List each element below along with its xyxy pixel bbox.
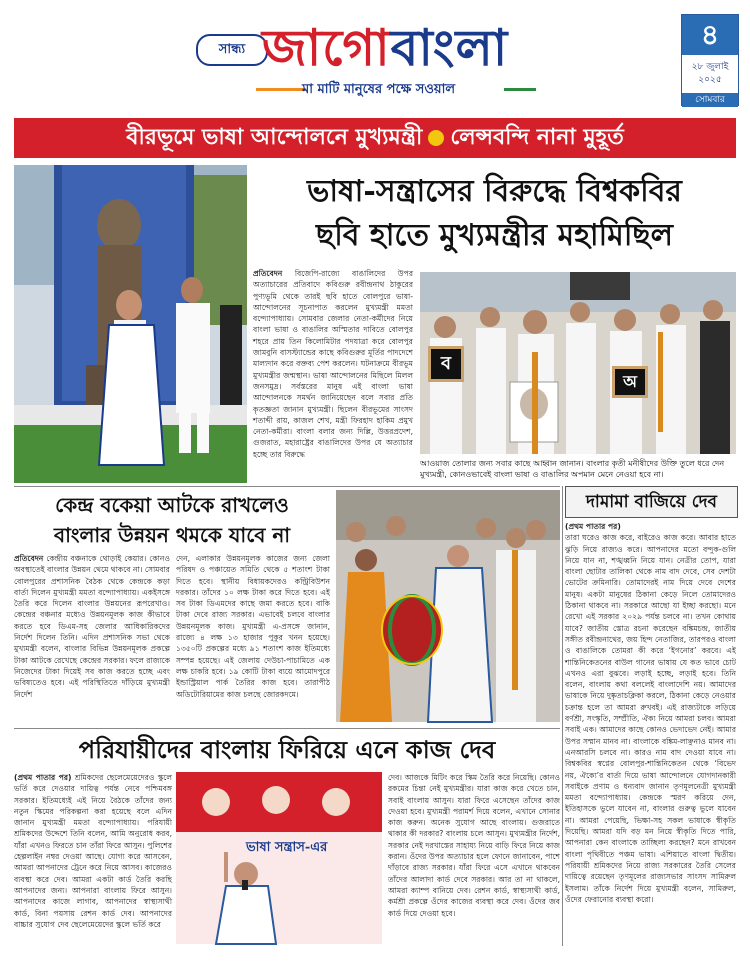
story4-body-col1-text: শ্রমিকদের ছেলেমেয়েদেরও স্কুলে ভর্তি করে দেওয়ার দায়িত্ব পর্যন্ত নেবে পশ্চিমবঙ্গ সরকার। ইতিমধ্যেই এই নিয়ে বৈঠকে তাঁদের জন্য নতুন স্কিমের পরিকল্পনা করা হয়েছে বলে এদিন জানান মুখ্যমন্ত্রী মমতা বন্দ্যোপাধ্যায়। পরিযায়ী শ্রমিকদের উদ্দেশে তিনি বলেন, আমি অনুরোধ করব, যাঁরা এখনও ফিরতে চান তাঁরা ফিরে আসুন। পুলিশের হেল্পলাইন নম্বর দেওয়া আছে। যোগ্য করে আসবেন, আমরা আপনাদের ট্রেনে করে নিয়ে আসব। কাজেরও ব্যবস্থা করে দেব। আমরা একটা কার্ড তৈরি করছি আপনাদের জন্য। আপনারা বাংলায় ফিরে আসুন। আপনাদের কাজে লাগাব, আপনাদের স্বাস্থ্যসাথী কার্ড, বিনা পয়সায় রেশন কার্ড দেব। আপনাদের বাচ্চার সুযোগ দেব ছেলেমেয়েদের স্কুলে ভর্তি করে	[14, 773, 172, 929]
rally-photo	[420, 272, 736, 454]
divider-story4-top	[14, 728, 560, 729]
issue-year: ২০২৫	[698, 75, 722, 85]
sign-letter-ba: ব	[428, 346, 464, 382]
story4-body-col3: দেব। আজকে মিটিং করে স্কিম তৈরি করে নিয়েছি। কোনও রকমের চিন্তা নেই মুখ্যমন্ত্রীর। যারা কাজ করে খেতে চান, সবাই বাংলায় আসুন। যারা ফিরে এসেছেন তাঁদের কাজ দেওয়া হবে। মুখ্যমন্ত্রী পরামর্শ দিয়ে বলেন, এখানে সোনার কাজ করুন। অনেক সুযোগ আছে বাংলায়। গুজরাতে থাকার কী দরকার? বাংলায় চলে আসুন। মুখ্যমন্ত্রীর নির্দেশ, সরকার নেই দরখাস্তের সাহায্য নিয়ে বাড়ি ফিরে নিয়ে কাজ করান। ওঁদের উপর অত্যাচার হলে ফোনে জানাবেন, পাশে দাঁড়াবে রাজ্য সরকার। যাঁরা ফিরে এসে এখানে থাকবেন তাঁদের আলাদা কার্ড দেবে সরকার। আর তা না থাকলে, আমরা ক্যাম্প বানিয়ে দেব। রেশন কার্ড, স্বাস্থ্যসাথী কার্ড, কর্মশ্রী প্রকল্পে ওঁদের কাজের ব্যবস্থা করে দেব। ওঁদের জব কার্ড দিয়ে দেওয়া হবে।	[388, 773, 560, 918]
masthead	[0, 0, 750, 110]
banner-left-text: বীরভূমে ভাষা আন্দোলনে মুখ্যমন্ত্রী	[126, 125, 423, 150]
title-part-bangla: বাংলা	[390, 18, 509, 77]
story2-lead: প্রতিবেদন	[14, 554, 44, 563]
banner-right-text: লেন্সবন্দি নানা মুহূর্ত	[450, 125, 624, 150]
date-box	[681, 14, 739, 106]
story4-continued: (প্রথম পাতার পর)	[14, 773, 72, 782]
issue-date: ২৮ জুলাই	[691, 62, 729, 72]
tagline-rule-right	[504, 88, 536, 91]
divider-story2-top	[14, 486, 560, 487]
page-number: ৪	[682, 15, 738, 55]
story4-body-col1	[14, 772, 172, 946]
story2-headline-line2: বাংলার উন্নয়ন থমকে যাবে না	[53, 523, 291, 547]
story1-lead: প্রতিবেদন	[253, 269, 283, 278]
banner-separator-dot	[428, 130, 444, 146]
story3-body	[565, 521, 736, 946]
issue-day: সোমবার	[682, 93, 738, 107]
drum-photo	[336, 490, 560, 722]
story1-caption: আওয়াজ তোলার জন্য সবার কাছে আহ্বান জানান। বাংলার কৃতী মনীষীদের উক্তি তুলে ধরে দেন মুখ্যমন্ত্রী, কোনওভাবেই বাংলা ভাষা ও বাঙালির অপমান মেনে নেওয়া হবে না।	[420, 459, 725, 479]
story1-headline-line2: ছবি হাতে মুখ্যমন্ত্রীর মহামিছিল	[316, 218, 673, 253]
story1-headline	[253, 170, 736, 258]
story2-headline-line1: কেন্দ্র বকেয়া আটকে রাখলেও	[55, 493, 289, 517]
story1-headline-line1: ভাষা-সন্ত্রাসের বিরুদ্ধে বিশ্বকবির	[307, 174, 682, 209]
story3-continued: (প্রথম পাতার পর)	[565, 522, 621, 531]
sign-letter-o: অ	[612, 366, 648, 398]
section-banner	[14, 118, 736, 158]
poster-text: ভাষা সন্ত্রাস-এর	[246, 840, 328, 855]
story2-headline	[14, 490, 330, 550]
speech-photo	[176, 772, 382, 944]
statue-photo	[14, 165, 247, 483]
tagline-rule-left	[256, 88, 306, 91]
story3-headline: দামামা বাজিয়ে দেব	[565, 486, 738, 518]
story2-body-col1	[14, 553, 170, 725]
story2-body-col2: দেন, এলাকার উন্নয়নমূলক কাজের জন্য জেলা পরিষদ ও পঞ্চায়েত সমিতি থেকে ৫ শতাংশ টাকা দিতে হবে। স্থানীয় বিধায়কদেরও কন্ট্রিবিউশন দরকার। তাঁদের ১০ লক্ষ টাকা করে দিতে হবে। এই সব টাকা ডিএমদের কাছে জমা করতে হবে। বাকি টাকা দেবে রাজ্য সরকার। এভাবেই চলবে বাংলার উন্নয়নমূলক কাজ। মুখ্যমন্ত্রী এ-প্রসঙ্গে জানান, রাজ্যে ৪ লক্ষ ১৩ হাজার পুকুর খনন হয়েছে। ১৩৫০টি প্রকল্পের মধ্যে ৯১ শতাংশ কাজ ইতিমধ্যে সম্পন্ন হয়েছে। এই জেলায় দেউচা-পাচামিতে এক লক্ষ চাকরি হবে। ১৯ কোটি টাকা ব্যয়ে আমোদপুরে ইন্ডাস্ট্রিয়াল পার্ক তৈরির কাজ হবে। তারাপীঠ অডিটোরিয়ামের কাজ চলছে জোরকদমে।	[176, 554, 330, 699]
story4-headline: পরিযায়ীদের বাংলায় ফিরিয়ে এনে কাজ দেব	[78, 735, 496, 764]
story2-body-col1-text: কেন্দ্রীয় বঞ্চনাকে থোড়াই কেয়ার। কোনও অবস্থাতেই বাংলার উন্নয়ন থেমে থাকবে না। সোমবার বোলপুরের প্রশাসনিক বৈঠক থেকে কেন্দ্রকে কড়া বার্তা দিলেন মুখ্যমন্ত্রী মমতা বন্দ্যোপাধ্যায়। একইসঙ্গে তৈরি করে দিলেন বাংলার উন্নয়নের রূপরেখাও। কেন্দ্রের বঞ্চনার মধ্যেও উন্নয়নমূলক কাজ কীভাবে করতে হবে ডিএম-সহ জেলার আধিকারিকদের নির্দেশ দিলেন তিনি। এদিন প্রশাসনিক সভা থেকে মুখ্যমন্ত্রী বলেন, বাংলার বিভিন্ন উন্নয়নমূলক প্রকল্পে টাকা আটকে রেখেছে কেন্দ্রের সরকার। ফলে রাজ্যকে নিজেদের টাকা দিয়েই সব কাজ করতে হচ্ছে এবং ভবিষ্যতেও হবে। এই পরিস্থিতিতে দাঁড়িয়ে মুখ্যমন্ত্রী নির্দেশ	[14, 554, 171, 699]
story3-body-text: তারা ঘরেও কাজ করে, বাইরেও কাজ করে। আবার হাতে ঝুড়ি নিয়ে রাজ্যও করে। আপনাদের মতো বন্দুক-গুলি নিয়ে যান না, শঙ্খধ্বনি নিয়ে যান। নেত্রীর তোপ, যারা বাংলা ছোটার তালিকা থেকে নাম বাদ দেবে, সেব দেশটা ভোটের ক্রমিনারি। তোমাদেরই নাম দিয়ে দেবে দেশের মানুষ। একটা মানুষের ঠিকানা কেড়ে নিলে তোমাদেরও ঠিকানা থাকবে না। সরকারে আছো যা ইচ্ছা করছো। মনে রেখো এই সরকার ২০২৯ পর্যন্ত চলবে না। তখন কোথায় যাবে? জাতীয় স্তোত্র রচনা করেছেন বঙ্কিমচন্দ্র, জাতীয় সঙ্গীত রবীন্দ্রনাথের, জয় হিন্দ নেতাজির, তারপরও বাংলা ও বাঙালিকে তোমরা কী করে ‘ইগনোর’ করবে। এই শান্তিনিকেতনের বাউল গানের ভাষায় যে কত ভাবে চোট এখনও এরা বুঝবে। লড়াই হচ্ছে, লড়াই হবে। তিনি বলেন, বাংলায় কথা বললেই বাংলাদেশি নয়। আমাদের ভাষাকে নিয়ে দুষ্কৃতাচক্লিকা করলে, ঠিকানা কেড়ে নেওয়ার চক্রান্ত হলে তা আমরা রুখবই। এই রাজ্যটাকে লড়িয়ে বর্ণশ্রী, সংস্কৃতি, সম্প্রীতি, ঐক্য নিয়ে আমরা চলব। আমরা সবাই এক। আমাদের কাছে কোনও ভেদাভেদ নেই। আমার উপর সম্মান মানব না। বাংলাকে বঙ্কিম-লাঞ্ছনাও মানব না। এনআরসি চলবে না। কারও নাম বাদ দেওয়া যাবে না। বিশ্বকবির স্বপ্নের বোলপুর-শান্তিনিকেতন থেকে ‘বিভেদ নয়, ঐক্যে’র বার্তা দিয়ে ভাষা আন্দোলনে যোগদানকারী সবাইকে প্রণাম ও ধন্যবাদ জানান তৃণমূলনেত্রী মুখ্যমন্ত্রী মমতা বন্দ্যোপাধ্যায়। কেন্দ্রকে স্মরণ করিয়ে দেন, ইতিহাসকে ভুলে যাবেন না, বাংলার গুরুত্ব ভুলে যাবেন না। আমরা পেয়েছি, ভিক্ষা-সহ সকল ভাষাকে স্বীকৃতি দিয়েছি। আমরা যদি বড় মন নিয়ে স্বীকৃতি দিতে পারি, আপনারা কেন বাংলাকে তাচ্ছিল্য করছেন? মনে রাখবেন বাংলা পৃথিবীতে পঞ্চম ভাষা। এশিয়াতে বাংলা দ্বিতীয়। পরিযায়ী শ্রমিকদের নিয়ে রাজ্য সরকারের তৈরি সেলের দায়িত্বে রয়েছেন তৃণমূলের রাজ্যসভার সাংসদ সামিরুল ইসলাম। তাঁকে নির্দেশ দিয়ে মুখ্যমন্ত্রী বলেন, সামিরুল, ওঁদের ফেরানোর ব্যবস্থা করো।	[565, 533, 736, 904]
story1-body	[253, 268, 414, 459]
divider-vertical-right	[562, 486, 563, 946]
newspaper-title	[262, 18, 508, 78]
masthead-sandhya-label: সান্ধ্য	[196, 34, 268, 66]
title-part-jago: জাগো	[262, 18, 391, 77]
newspaper-tagline: মা মাটি মানুষের পক্ষে সওয়াল	[302, 82, 456, 97]
story1-body-text: বিজেপি-রাজ্যে বাঙালিদের উপর অত্যাচারের প্রতিবাদে কবিগুরু রবীন্দ্রনাথ ঠাকুরের পুণ্যভূমি থেকে তারই ছবি হাতে বোলপুরে ভাষা-আন্দোলনের সূচনাপাত করলেন মুখ্যমন্ত্রী মমতা বন্দ্যোপাধ্যায়। সোমবার জেলার নেতা-কর্মীদের নিয়ে বাংলা ভাষা ও বাঙালির অস্মিতার দাবিতে বোলপুর শহরে প্রায় তিন কিলোমিটার পদযাত্রা করে বোলপুর জামবুনি বাসস্ট্যান্ডের কাছে কবিগুরুর মূর্তির পাদদেশে মাল্যদান করে বক্তব্য পেশ করলেন। ঘটনাক্রমে বীরভূম মুখ্যমন্ত্রীর জন্মস্থান। ভাষা আন্দোলনের মিছিলে মিলল জনসমুদ্র। সর্বস্তরের মানুষ এই বাংলা ভাষা আন্দোলনকে সমর্থন জানিয়েছেন বলে সবার প্রতি কৃতজ্ঞতা জানান মুখ্যমন্ত্রী। ছিলেন বীরভূমের সাংসদ শতাব্দী রায়, কাজল শেখ, মন্ত্রী ফিরহাদ হাকিম প্রমুখ নেতা-কর্মীরা। বাংলা বলার জন্য দিল্লি, উত্তরপ্রদেশ, গুজরাত, মহারাষ্ট্রের বাঙালিদের উপর যে অত্যাচার হচ্ছে তার বিরুদ্ধে	[253, 269, 414, 459]
